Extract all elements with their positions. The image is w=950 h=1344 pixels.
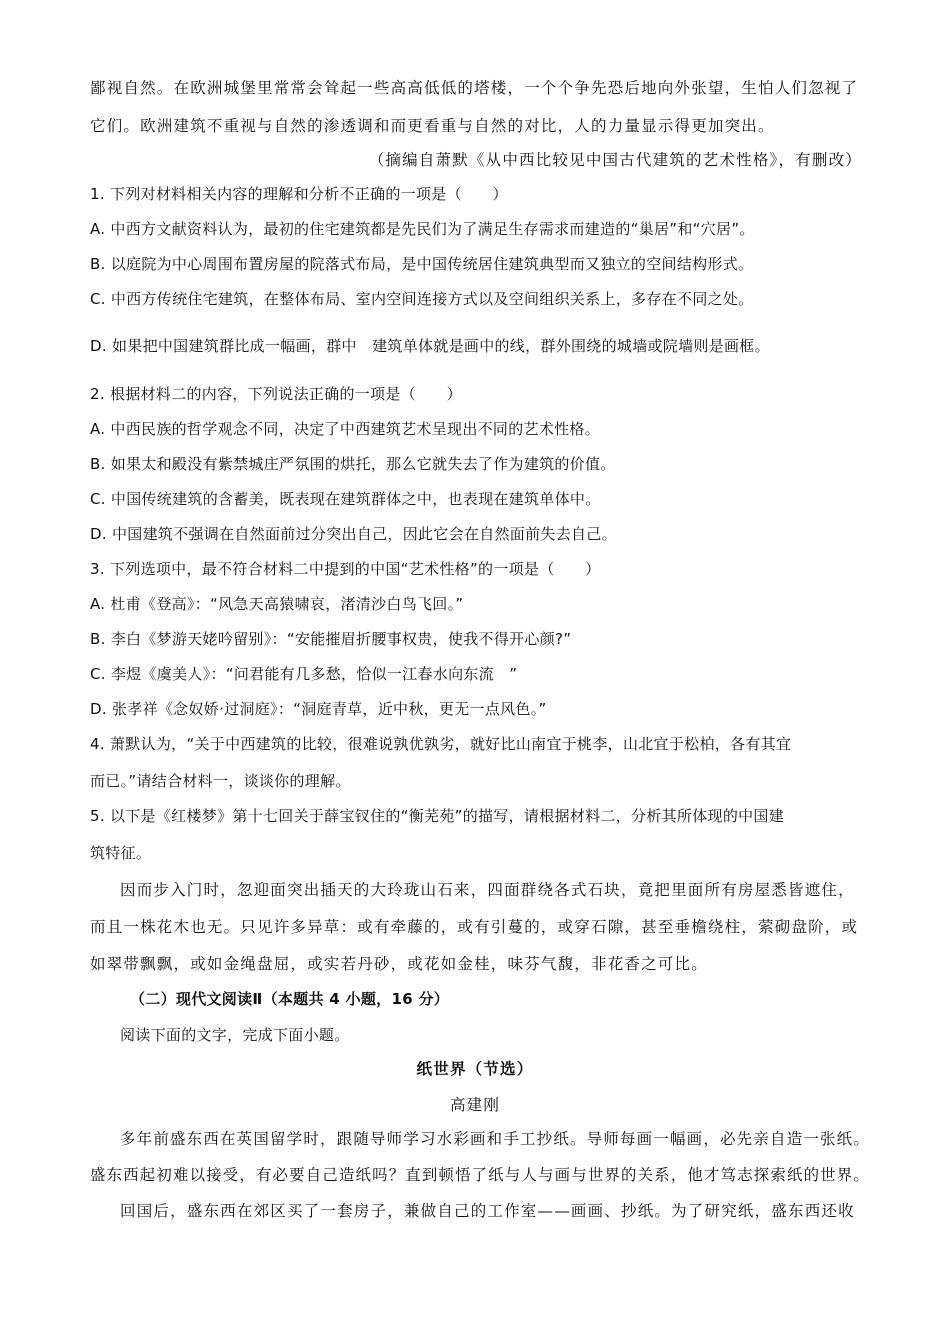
- q3-stem: 3. 下列选项中，最不符合材料二中提到的中国“艺术性格”的一项是（ ）: [90, 560, 601, 578]
- q4-line-2: 而已。”请结合材料一，谈谈你的理解。: [90, 772, 351, 790]
- article-para-1-line-1: 多年前盛东西在英国留学时，跟随导师学习水彩画和手工抄纸。导师每画一幅画，必先亲自造一张纸。: [120, 1130, 871, 1148]
- q2-stem: 2. 根据材料二的内容，下列说法正确的一项是（ ）: [90, 385, 462, 403]
- section-instruction: 阅读下面的文字，完成下面小题。: [120, 1026, 350, 1044]
- q3-option-c: C. 李煜《虞美人》：“问君能有几多愁，恰似一江春水向东流 ”: [90, 665, 518, 683]
- q5-quote-line-2: 而且一株花木也无。只见许多异草：或有牵藤的，或有引蔓的，或穿石隙，甚至垂檐绕柱，萦砌盘阶，或: [90, 918, 859, 936]
- q5-quote-line-3: 如翠带飘飘，或如金绳盘屈，或实若丹砂，或花如金桂，味芬气馥，非花香之可比。: [90, 955, 708, 973]
- passage-line-1: 鄙视自然。在欧洲城堡里常常会耸起一些高高低低的塔楼，一个个争先恐后地向外张望，生怕人们忽视了: [90, 79, 859, 97]
- passage-source: （摘编自萧默《从中西比较见中国古代建筑的艺术性格》，有删改）: [368, 151, 862, 169]
- article-para-2-line-1: 回国后，盛东西在郊区买了一套房子，兼做自己的工作室——画画、抄纸。为了研究纸，盛东西还收: [120, 1202, 855, 1220]
- q5-line-1: 5. 以下是《红楼梦》第十七回关于薛宝钗住的“衡芜苑”的描写，请根据材料二，分析其所体现的中国建: [90, 807, 785, 825]
- passage-line-2: 它们。欧洲建筑不重视与自然的渗透调和而更看重与自然的对比，人的力量显示得更加突出。: [90, 117, 775, 135]
- q1-stem: 1. 下列对材料相关内容的理解和分析不正确的一项是（ ）: [90, 185, 508, 203]
- q1-option-c: C. 中西方传统住宅建筑，在整体布局、室内空间连接方式以及空间组织关系上，多存在不同之处。: [90, 290, 754, 308]
- q4-line-1: 4. 萧默认为，“关于中西建筑的比较，很难说孰优孰劣，就好比山南宜于桃李，山北宜于松柏，各有其宜: [90, 735, 792, 753]
- q2-option-b: B. 如果太和殿没有紫禁城庄严氛围的烘托，那么它就失去了作为建筑的价值。: [90, 455, 616, 473]
- q1-option-d: D. 如果把中国建筑群比成一幅画，群中 建筑单体就是画中的线，群外围绕的城墙或院墙则是画框。: [90, 337, 770, 355]
- q3-option-b: B. 李白《梦游天姥吟留别》：“安能摧眉折腰事权贵，使我不得开心颜?”: [90, 630, 572, 648]
- q2-option-a: A. 中西民族的哲学观念不同，决定了中西建筑艺术呈现出不同的艺术性格。: [90, 420, 601, 438]
- q5-quote-line-1: 因而步入门时，忽迎面突出插天的大玲珑山石来，四面群绕各式石块，竟把里面所有房屋悉皆遮住，: [120, 881, 855, 899]
- article-para-1-line-2: 盛东西起初难以接受，有必要自己造纸吗？直到顿悟了纸与人与画与世界的关系，他才笃志探索纸的世界。: [90, 1166, 870, 1184]
- section-heading: （二）现代文阅读Ⅱ（本题共 4 小题，16 分）: [130, 990, 450, 1008]
- q2-option-d: D. 中国建筑不强调在自然面前过分突出自己，因此它会在自然面前失去自己。: [90, 525, 617, 543]
- q5-line-2: 筑特征。: [90, 844, 152, 862]
- q1-option-a: A. 中西方文献资料认为，最初的住宅建筑都是先民们为了满足生存需求而建造的“巢居”和“穴居”。: [90, 220, 755, 238]
- q3-option-d: D. 张孝祥《念奴娇·过洞庭》：“洞庭青草，近中秋，更无一点风色。”: [90, 700, 547, 718]
- q3-option-a: A. 杜甫《登高》：“风急天高猿啸哀，渚清沙白鸟飞回。”: [90, 595, 464, 613]
- article-author: 高建刚: [449, 1096, 501, 1114]
- q2-option-c: C. 中国传统建筑的含蓄美，既表现在建筑群体之中，也表现在建筑单体中。: [90, 490, 601, 508]
- q1-option-b: B. 以庭院为中心周围布置房屋的院落式布局，是中国传统居住建筑典型而又独立的空间结构形式。: [90, 255, 754, 273]
- article-title: 纸世界（节选）: [416, 1059, 534, 1078]
